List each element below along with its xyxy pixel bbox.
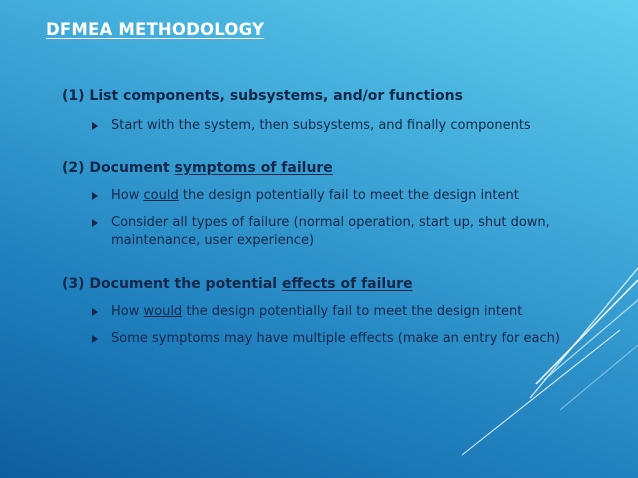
step-2-bullet-2: Consider all types of failure (normal operation, start up, shut down, maintenance, user experience)	[92, 214, 582, 250]
slide-title: DFMEA METHODOLOGY	[46, 20, 265, 39]
bullet-arrow-icon	[92, 192, 98, 200]
step-1-heading: (1) List components, subsystems, and/or functions	[62, 88, 463, 104]
bullet-arrow-icon	[92, 335, 98, 343]
effects-of-failure-link: effects of failure	[281, 276, 413, 292]
symptoms-of-failure-link: symptoms of failure	[174, 160, 333, 176]
step-2-bullet-1: How could the design potentially fail to meet the design intent	[92, 187, 592, 205]
step-3-bullet-2: Some symptoms may have multiple effects (make an entry for each)	[92, 330, 582, 348]
step-1-bullet-1: Start with the system, then subsystems, and finally components	[92, 117, 592, 135]
step-3-heading: (3) Document the potential effects of failure	[62, 276, 413, 292]
bullet-arrow-icon	[92, 308, 98, 316]
step-3-bullet-1: How would the design potentially fail to meet the design intent	[92, 303, 592, 321]
bullet-arrow-icon	[92, 219, 98, 227]
step-2-heading: (2) Document symptoms of failure	[62, 160, 333, 176]
bullet-arrow-icon	[92, 122, 98, 130]
